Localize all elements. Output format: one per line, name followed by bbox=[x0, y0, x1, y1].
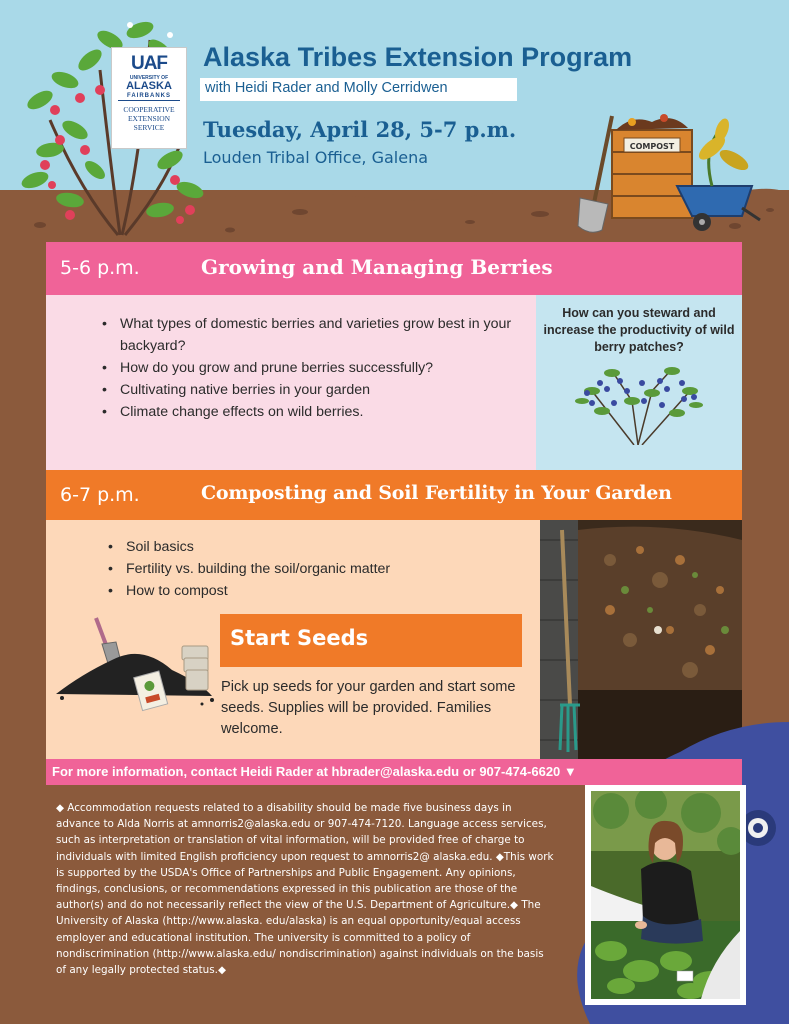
section2-header bbox=[46, 470, 742, 520]
logo-fairbanks: FAIRBANKS bbox=[118, 92, 180, 101]
wild-berry-callout bbox=[536, 295, 742, 470]
compost-sign-text: COMPOST bbox=[629, 142, 675, 151]
section1-body bbox=[46, 295, 536, 470]
section1-time: 5-6 p.m. bbox=[60, 257, 140, 279]
logo-university-of: UNIVERSITY OF bbox=[129, 75, 169, 81]
logo-ces-line1: COOPERATIVE bbox=[123, 105, 175, 114]
logo-ces-line3: SERVICE bbox=[133, 123, 165, 132]
list-item: • Cultivating native berries in your garden bbox=[98, 379, 518, 401]
fine-print: ◆ Accommodation requests related to a disability should be made five business days in advance to Alda Norris at amnorris2@alaska.edu or 907-474-7120. Language access services, such as interpretation or translation of vital information, will be provided free of charge to individuals with limited English proficiency upon request to amnorris2@ alaska.edu. ◆This work is supported by the USDA's Office of Partnerships and Public Engagement. Any opinions, findings, conclusions, or recommendations expressed in this publication are those of the author(s) and do not necessarily reflect the view of the U.S. Department of Agriculture.◆ The University of Alaska (http://www.alaska. edu/alaska) is an equal opportunity/equal access employer and educational institution. The university is committed to a policy of nondiscrimination (http://www.alaska.edu/ nondiscrimination) against individuals on the basis of any legally protected status.◆ bbox=[56, 802, 554, 977]
start-seeds-text: Pick up seeds for your garden and start some seeds. Supplies will be provided. Families welcome. bbox=[221, 679, 516, 737]
contact-bar bbox=[46, 759, 742, 785]
uaf-ces-logo bbox=[111, 47, 187, 149]
page-subtitle: with Heidi Rader and Molly Cerridwen bbox=[200, 78, 517, 101]
section1-topic: Growing and Managing Berries bbox=[201, 255, 553, 279]
section1-bullet-list bbox=[98, 313, 518, 423]
list-item: • Soil basics bbox=[104, 536, 524, 558]
start-seeds-header bbox=[220, 614, 522, 667]
section2-topic: Composting and Soil Fertility in Your Garden bbox=[201, 482, 672, 504]
list-item: • Climate change effects on wild berries. bbox=[98, 401, 518, 423]
blueberry-bush-illustration bbox=[572, 361, 704, 445]
logo-ces-line2: EXTENSION bbox=[127, 114, 171, 123]
compost-bin-illustration bbox=[572, 108, 762, 238]
contact-text: For more information, contact Heidi Rader at hbrader@alaska.edu or 907-474-6620 ▼ bbox=[52, 764, 577, 779]
section1-header bbox=[46, 242, 742, 295]
wild-berry-question: How can you steward and increase the productivity of wild berry patches? bbox=[543, 306, 735, 354]
soil-pile-illustration bbox=[52, 614, 224, 732]
section2-time: 6-7 p.m. bbox=[60, 484, 140, 506]
section2-bullet-list bbox=[104, 536, 524, 602]
event-date: Tuesday, April 28, 5-7 p.m. bbox=[203, 117, 517, 142]
logo-uaf: UAF bbox=[130, 53, 168, 74]
list-item: • How to compost bbox=[104, 580, 524, 602]
page-title: Alaska Tribes Extension Program bbox=[203, 42, 633, 72]
start-seeds-heading: Start Seeds bbox=[230, 626, 369, 650]
presenter-photo bbox=[585, 785, 746, 1005]
logo-alaska: ALASKA bbox=[126, 80, 172, 92]
list-item: • What types of domestic berries and varieties grow best in your backyard? bbox=[98, 313, 518, 357]
list-item: • How do you grow and prune berries successfully? bbox=[98, 357, 518, 379]
event-location: Louden Tribal Office, Galena bbox=[203, 148, 429, 167]
list-item: • Fertility vs. building the soil/organic matter bbox=[104, 558, 524, 580]
